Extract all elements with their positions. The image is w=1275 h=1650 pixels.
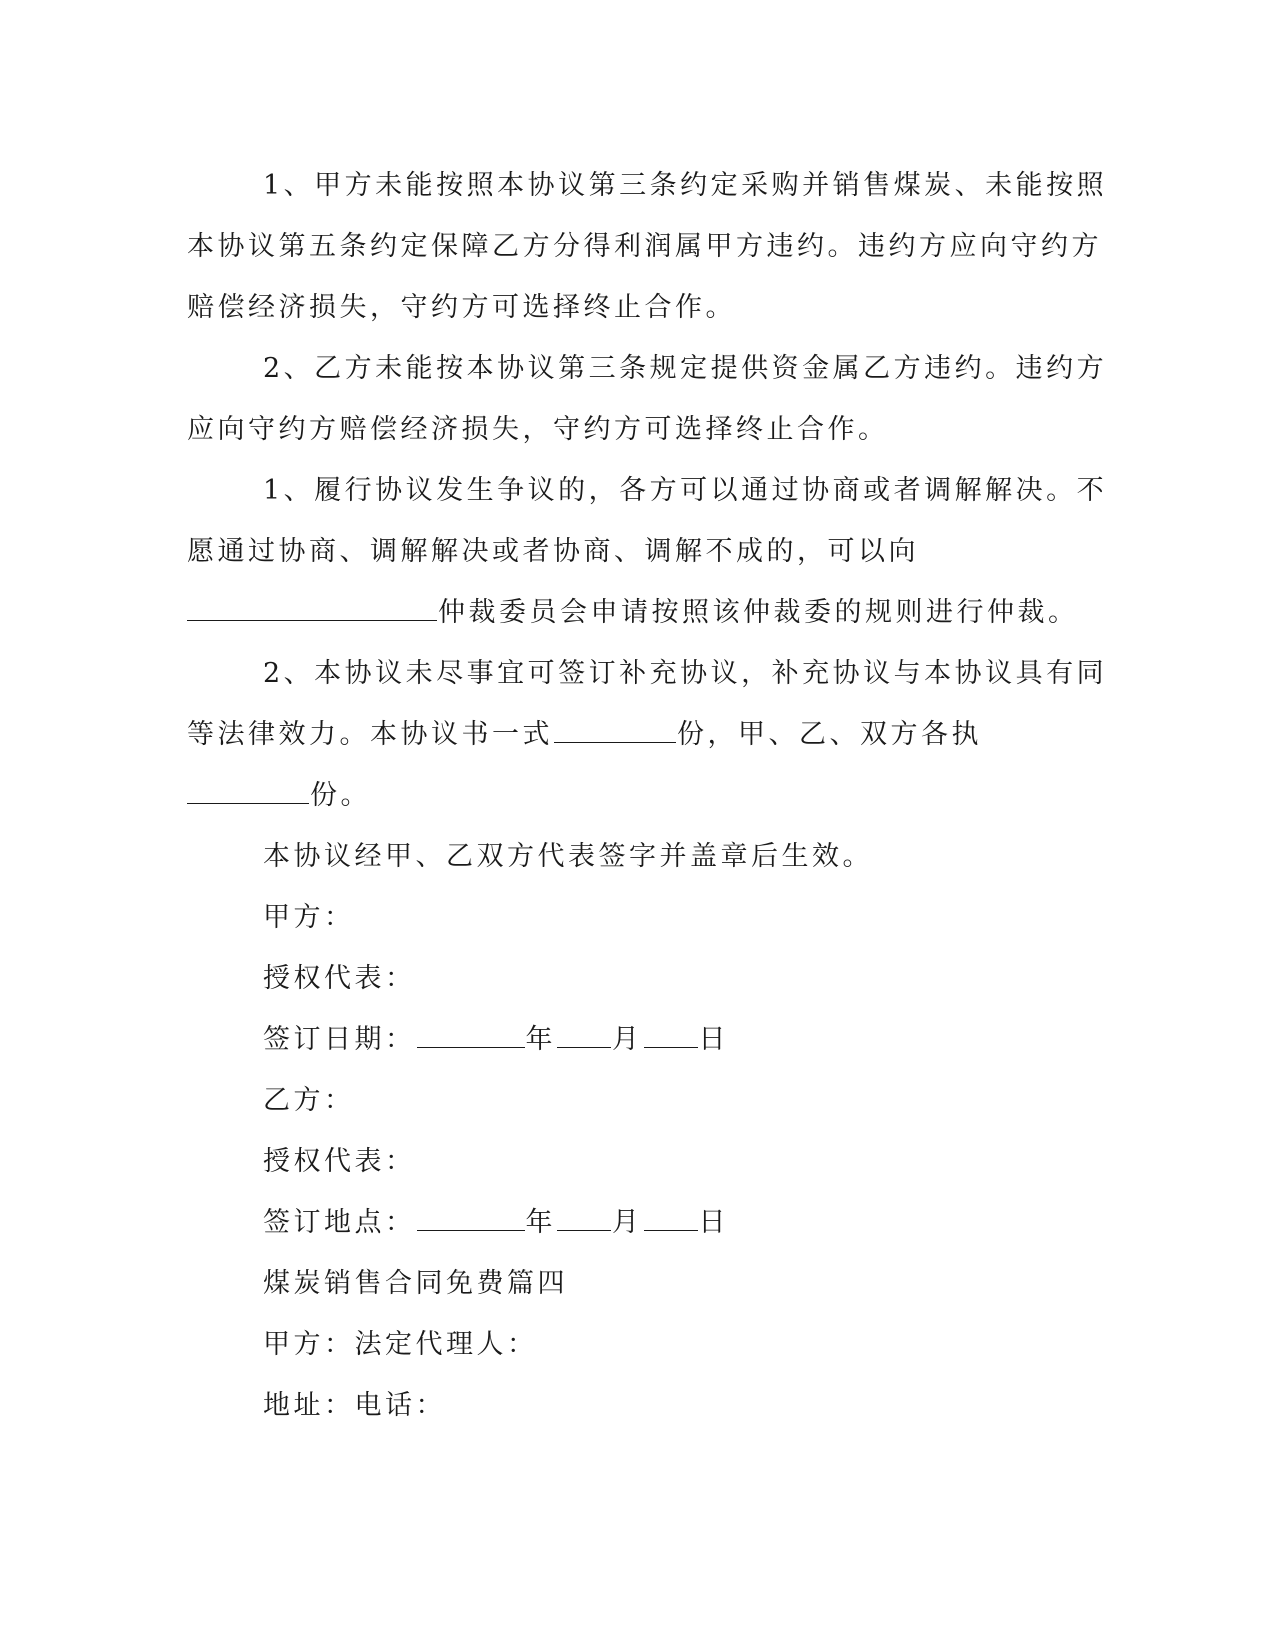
copies-each-blank <box>187 777 309 804</box>
dispute-1-line-3 <box>187 582 1079 643</box>
date-month-blank <box>557 1021 611 1048</box>
date-year-blank <box>417 1021 525 1048</box>
dispute-2-line-2b: 份，甲、乙、双方各执 <box>677 719 982 750</box>
dispute-2-line-2 <box>187 704 1067 765</box>
document-page <box>187 155 1108 1436</box>
year-label-2: 年 <box>525 1207 556 1238</box>
party-a-representative: 授权代表： <box>263 963 416 994</box>
place-month-blank <box>557 1204 611 1231</box>
place-day-blank <box>644 1204 698 1231</box>
party-b-representative: 授权代表： <box>263 1146 416 1177</box>
effective-clause: 本协议经甲、乙双方代表签字并盖章后生效。 <box>263 841 873 872</box>
party-a-label: 甲方： <box>263 902 355 933</box>
clause-2-line-2: 应向守约方赔偿经济损失，守约方可选择终止合作。 <box>187 414 889 445</box>
dispute-2-line-2a: 等法律效力。本协议书一式 <box>187 719 553 750</box>
dispute-2-line-3-text: 份。 <box>310 780 371 811</box>
place-year-blank <box>417 1204 525 1231</box>
month-label: 月 <box>612 1024 643 1055</box>
signing-place-line <box>187 1192 1067 1253</box>
dispute-2-line-3 <box>187 765 1067 826</box>
clause-1-line-2: 本协议第五条约定保障乙方分得利润属甲方违约。违约方应向守约方 <box>187 231 1102 262</box>
dispute-1-line-3-text: 仲裁委员会申请按照该仲裁委的规则进行仲裁。 <box>438 597 1079 628</box>
day-label: 日 <box>698 1024 729 1055</box>
copies-total-blank <box>554 716 676 743</box>
dispute-1-line-2: 愿通过协商、调解解决或者协商、调解不成的，可以向 <box>187 536 919 567</box>
signing-place-label: 签订地点： <box>263 1207 416 1238</box>
clause-1-line-1: 1、甲方未能按照本协议第三条约定采购并销售煤炭、未能按照 <box>263 170 1108 201</box>
section-title: 煤炭销售合同免费篇四 <box>263 1268 568 1299</box>
party-a-legal-rep-line: 甲方：法定代理人： <box>263 1329 538 1360</box>
clause-1-line-3: 赔偿经济损失，守约方可选择终止合作。 <box>187 292 736 323</box>
month-label-2: 月 <box>612 1207 643 1238</box>
date-day-blank <box>644 1021 698 1048</box>
address-phone-line: 地址：电话： <box>263 1390 446 1421</box>
dispute-1-line-1: 1、履行协议发生争议的，各方可以通过协商或者调解解决。不 <box>263 475 1108 506</box>
signing-date-label: 签订日期： <box>263 1024 416 1055</box>
clause-2-line-1: 2、乙方未能按本协议第三条规定提供资金属乙方违约。违约方 <box>263 353 1108 384</box>
signing-date-line <box>187 1009 1067 1070</box>
day-label-2: 日 <box>698 1207 729 1238</box>
party-b-label: 乙方： <box>263 1085 355 1116</box>
arbitration-blank <box>187 594 437 621</box>
year-label: 年 <box>525 1024 556 1055</box>
dispute-2-line-1: 2、本协议未尽事宜可签订补充协议，补充协议与本协议具有同 <box>263 658 1108 689</box>
